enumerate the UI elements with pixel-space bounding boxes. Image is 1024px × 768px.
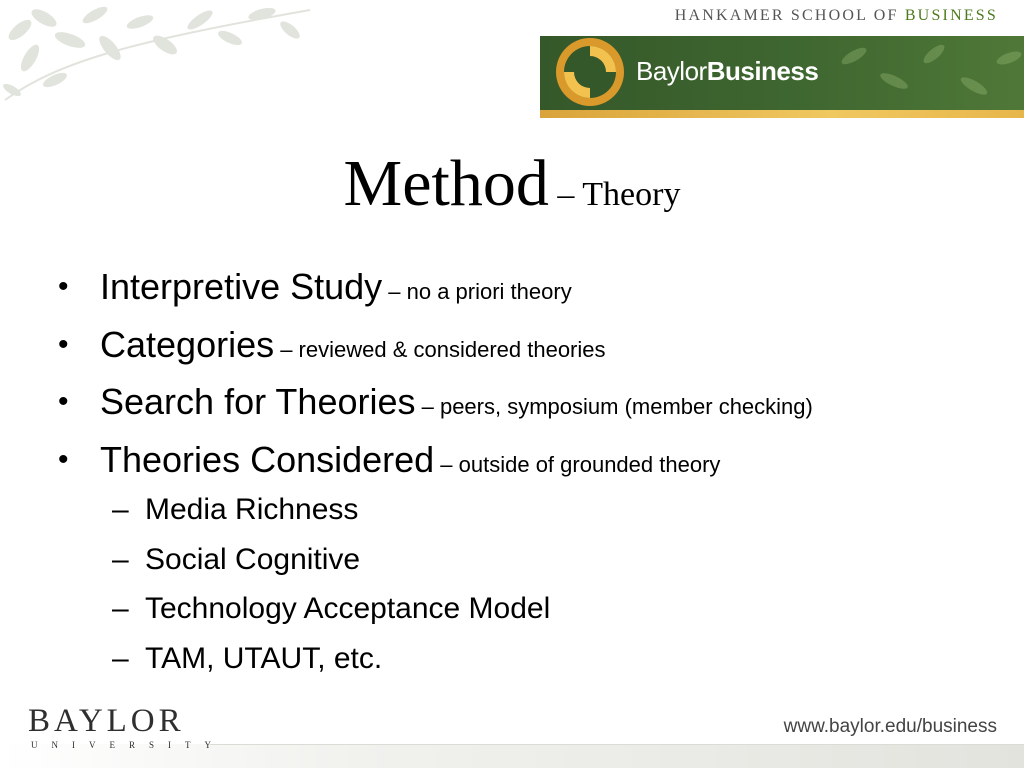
bullet-item (58, 264, 1008, 322)
bullet-list (58, 264, 1008, 494)
bullet-note: – no a priori theory (382, 279, 572, 304)
university-subtitle: UNIVERSITY (31, 740, 225, 750)
slide-title-main: Method (343, 147, 549, 220)
bullet-item (58, 322, 1008, 380)
bullet-dot-icon: • (58, 270, 69, 303)
bullet-item (58, 437, 1008, 495)
baylor-business-banner (540, 36, 1024, 110)
bullet-note: – peers, symposium (member checking) (415, 394, 813, 419)
dash-marker-icon: – (112, 542, 129, 576)
slide-title (0, 146, 1024, 222)
bullet-heading: Search for Theories (100, 381, 416, 422)
banner-gold-stripe (540, 110, 1024, 118)
leaf-pattern-decoration (0, 0, 320, 115)
school-name-header (675, 7, 998, 25)
baylor-interlock-logo-icon (550, 36, 634, 110)
slide-title-sub: – Theory (548, 176, 681, 213)
bullet-note: – reviewed & considered theories (274, 336, 606, 362)
baylor-university-logo: BAYLOR (28, 703, 185, 739)
bullet-item (58, 379, 1008, 437)
school-name-prefix: HANKAMER SCHOOL OF (674, 7, 905, 24)
bullet-note: – outside of grounded theory (434, 451, 721, 477)
brand-light-text: Baylor (636, 56, 707, 86)
school-name-accent: BUSINESS (904, 7, 998, 24)
dash-marker-icon: – (112, 592, 129, 625)
bullet-heading: Categories (100, 323, 275, 365)
bullet-dot-icon: • (58, 442, 69, 476)
footer-divider (210, 744, 1024, 745)
baylor-business-wordmark (636, 56, 818, 87)
footer-url-link[interactable]: www.baylor.edu/business (783, 716, 997, 737)
bullet-heading: Theories Considered (100, 438, 435, 480)
bullet-heading: Interpretive Study (100, 266, 383, 307)
banner-leaf-decoration (824, 36, 1024, 110)
sub-bullet-text: TAM, UTAUT, etc. (145, 641, 383, 675)
bullet-dot-icon: • (58, 327, 69, 361)
dash-marker-icon: – (112, 493, 129, 526)
sub-bullet-text: Social Cognitive (145, 542, 361, 576)
sub-bullet-text: Media Richness (145, 493, 359, 526)
sub-bullet-text: Technology Acceptance Model (145, 592, 551, 625)
bullet-dot-icon: • (58, 385, 69, 418)
brand-bold-text: Business (706, 56, 819, 86)
dash-marker-icon: – (112, 641, 129, 675)
